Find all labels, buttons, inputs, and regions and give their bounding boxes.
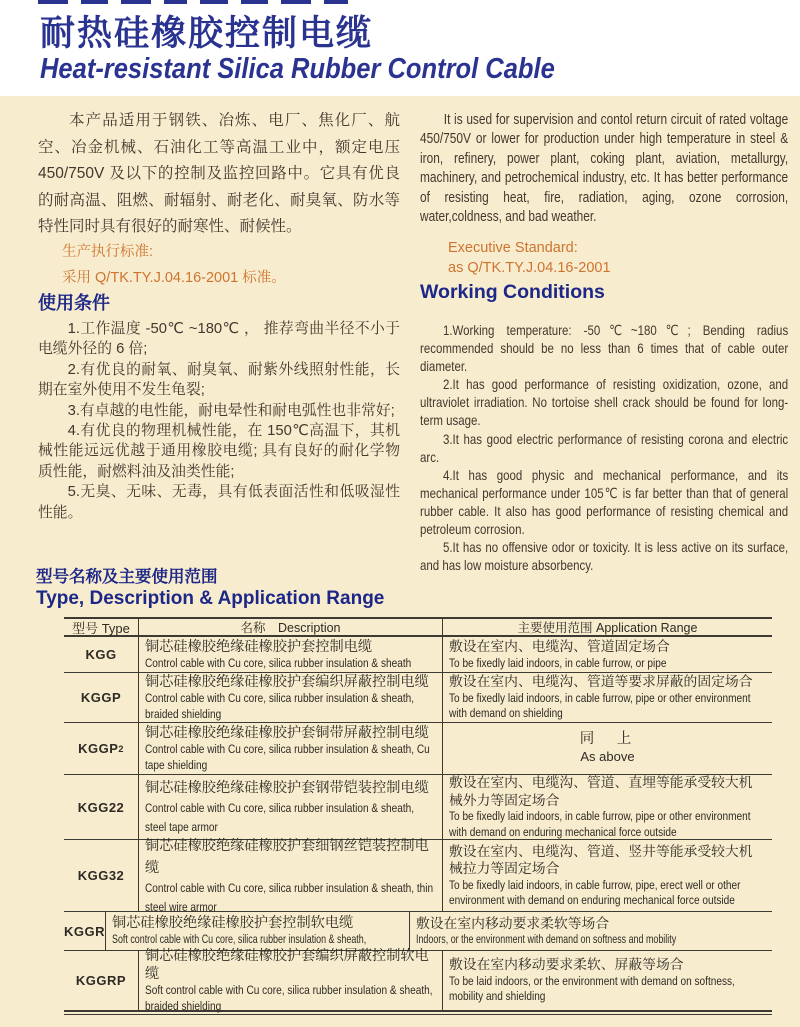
condition-item-cn: 4.有优良的物理机械性能，在 150℃高温下，其机械性能远远优越于通用橡胶电缆; 具有良好的耐化学物质性能，耐燃料油及油类性能; [38,423,400,480]
description-cn: 铜芯硅橡胶绝缘硅橡胶护套控制电缆 [145,638,373,655]
type-cell: KGGP 2 [78,741,124,756]
page-header [0,0,800,96]
type-cell: KGG22 [77,799,125,815]
executive-standard-label-cn: 生产执行标准: [62,244,154,260]
description-cn: 铜芯硅橡胶绝缘硅橡胶护套控制软电缆 [112,915,354,932]
range-cn: 敷设在室内移动要求柔软等场合 [416,915,610,931]
range-cn: 敷设在室内、电缆沟、管道、直埋等能承受较大机械外力等固定场合 [449,775,753,808]
description-cn: 铜芯硅橡胶绝缘硅橡胶护套细钢丝铠装控制电缆 [145,837,429,876]
range-en: To be fixedly laid indoors, in cable furrow, or pipe [449,655,667,670]
working-conditions-list-en [420,321,788,574]
type-application-table [64,617,772,1015]
range-cn: 敷设在室内、电缆沟、管道固定场合 [449,639,670,654]
description-en: Control cable with Cu core, silica rubber insulation & sheath, Cu tape shielding [145,742,430,772]
condition-item-cn: 5.无臭、无味、无毒，具有低表面活性和低吸湿性性能。 [38,484,400,521]
table-row [64,911,772,950]
page-title-english: Heat-resistant Silica Rubber Control Cable [40,53,555,85]
table-row [64,837,772,914]
description-en: Soft control cable with Cu core, silica rubber insulation & sheath, braided shielding [145,983,433,1013]
description-en: Control cable with Cu core, silica rubber insulation & sheath, thin steel wire armor [145,880,434,914]
condition-item-cn: 1.工作温度 -50℃ ~180℃ ， 推荐弯曲半径不小于电缆外径的 6 倍; [38,321,400,358]
table-row [64,774,772,839]
executive-standard-en [448,238,611,278]
executive-standard-label-en: Executive Standard: [448,240,578,256]
type-cell: KGG [85,647,117,662]
executive-standard-cn [62,239,286,291]
type-cell: KGG32 [77,868,125,883]
range-en: As above [580,749,635,765]
range-cn: 敷设在室内、电缆沟、管道等要求屏蔽的固定场合 [449,674,753,690]
table-bottom-rule-thin [64,1014,772,1015]
page-title-chinese: 耐热硅橡胶控制电缆 [40,14,374,53]
intro-paragraph-cn: 本产品适用于钢铁、冶炼、电厂、焦化厂、航空、冶金机械、石油化工等高温工业中，额定电压 450/750V 及以下的控制及监控回路中。它具有优良的耐高温、阻燃、耐辐射、耐老化、耐臭氧、防水等特性同时具有很好的耐寒性、耐候性。 [38,112,400,235]
table-row [64,637,772,672]
working-conditions-heading-en: Working Conditions [420,281,605,303]
description-en: Control cable with Cu core, silica rubber insulation & sheath, steel tape armor [145,801,415,834]
table-section-heading-cn: 型号名称及主要使用范围 [36,568,218,586]
table-section-heading-en: Type, Description & Application Range [36,588,385,609]
range-cn: 敷设在室内移动要求柔软、屏蔽等场合 [449,957,684,973]
table-row [64,672,772,722]
table-row [64,722,772,774]
condition-item-en: 2.It has good performance of resisting oxidization, ozone, and ultraviolet irradiation. No tortoise shell crack should be found for long-term usage. [420,376,789,429]
intro-paragraph-en-wrap [420,111,788,227]
description-en: Control cable with Cu core, silica rubber insulation & sheath, braided shielding [145,691,415,721]
range-cn: 同 上 [579,730,636,747]
condition-item-cn: 2.有优良的耐氧、耐臭氧、耐紫外线照射性能，长期在室外使用不发生龟裂; [38,361,400,399]
working-conditions-list-cn [38,319,400,523]
range-en: Indoors, or the environment with demand on softness and mobility [416,932,677,946]
range-en: To be fixedly laid indoors, in cable furrow, pipe or other environment with demand on shielding [449,690,751,721]
description-cn: 铜芯硅橡胶绝缘硅橡胶护套钢带铠装控制电缆 [145,780,429,796]
range-cn: 敷设在室内、电缆沟、管道、竖井等能承受较大机械拉力等固定场合 [449,843,753,876]
condition-item-en: 1.Working temperature: -50℃~180℃; Bending radius recommended should be no less than 6 times that of cable outer diameter. [420,322,789,375]
executive-standard-value-cn: 采用 Q/TK.TY.J.04.16-2001 标准。 [62,270,286,286]
col-header-type: 型号 Type [72,620,130,636]
type-cell: KGGRP [75,973,127,988]
description-en: Control cable with Cu core, silica rubber insulation & sheath [145,655,412,670]
type-cell: KGGR [64,923,105,939]
description-cn: 铜芯硅橡胶绝缘硅橡胶护套编织屏蔽控制电缆 [145,674,429,690]
range-en: To be fixedly laid indoors, in cable furrow, pipe, erect well or other environment with demand on enduring mechanical force outside [449,877,741,907]
type-cell: KGGP [80,690,122,705]
condition-item-cn: 3.有卓越的电性能，耐电晕性和耐电弧性也非常好; [67,402,395,419]
intro-paragraph-en: It is used for supervision and contol return circuit of rated voltage 450/750V or lower for production under high temperature in steel & iron, refinery, power plant, coking plant, aviation, metallurgy, machinery, and petrochemical industry, etc. It has better performance of resisting heat, fire, radiation, aging, ozone corrosion, water,coldness, and bad weather. [420,112,789,226]
col-header-application-range: 主要使用范围 Application Range [517,621,698,635]
working-conditions-heading-cn: 使用条件 [38,293,110,313]
description-cn: 铜芯硅橡胶绝缘硅橡胶护套铜带屏蔽控制电缆 [145,725,429,741]
table-row [64,948,772,1013]
table-header-row [64,619,772,637]
range-en: To be laid indoors, or the environment with demand on softness, mobility and shielding [449,973,735,1004]
condition-item-en: 3.It has good electric performance of resisting corona and electric arc. [420,430,789,465]
description-cn: 铜芯硅橡胶绝缘硅橡胶护套编织屏蔽控制软电缆 [145,948,429,982]
condition-item-en: 4.It has good physic and mechanical performance, and its mechanical performance under 105℃ is far better than that of general rubber cable. It also has good performance of resisting chemical and petroleum corrosion. [420,466,789,538]
condition-item-en: 5.It has no offensive odor or toxicity. It is less active on its surface, and has low moisture absorbency. [420,539,789,574]
description-en: Soft control cable with Cu core, silica rubber insulation & sheath, [112,932,367,947]
col-header-description: 名称 Description [138,618,443,636]
cropped-text-artifact [38,0,348,4]
range-en: To be fixedly laid indoors, in cable furrow, pipe or other environment with demand on enduring mechanical force outside [449,809,751,839]
executive-standard-value-en: as Q/TK.TY.J.04.16-2001 [448,260,611,276]
